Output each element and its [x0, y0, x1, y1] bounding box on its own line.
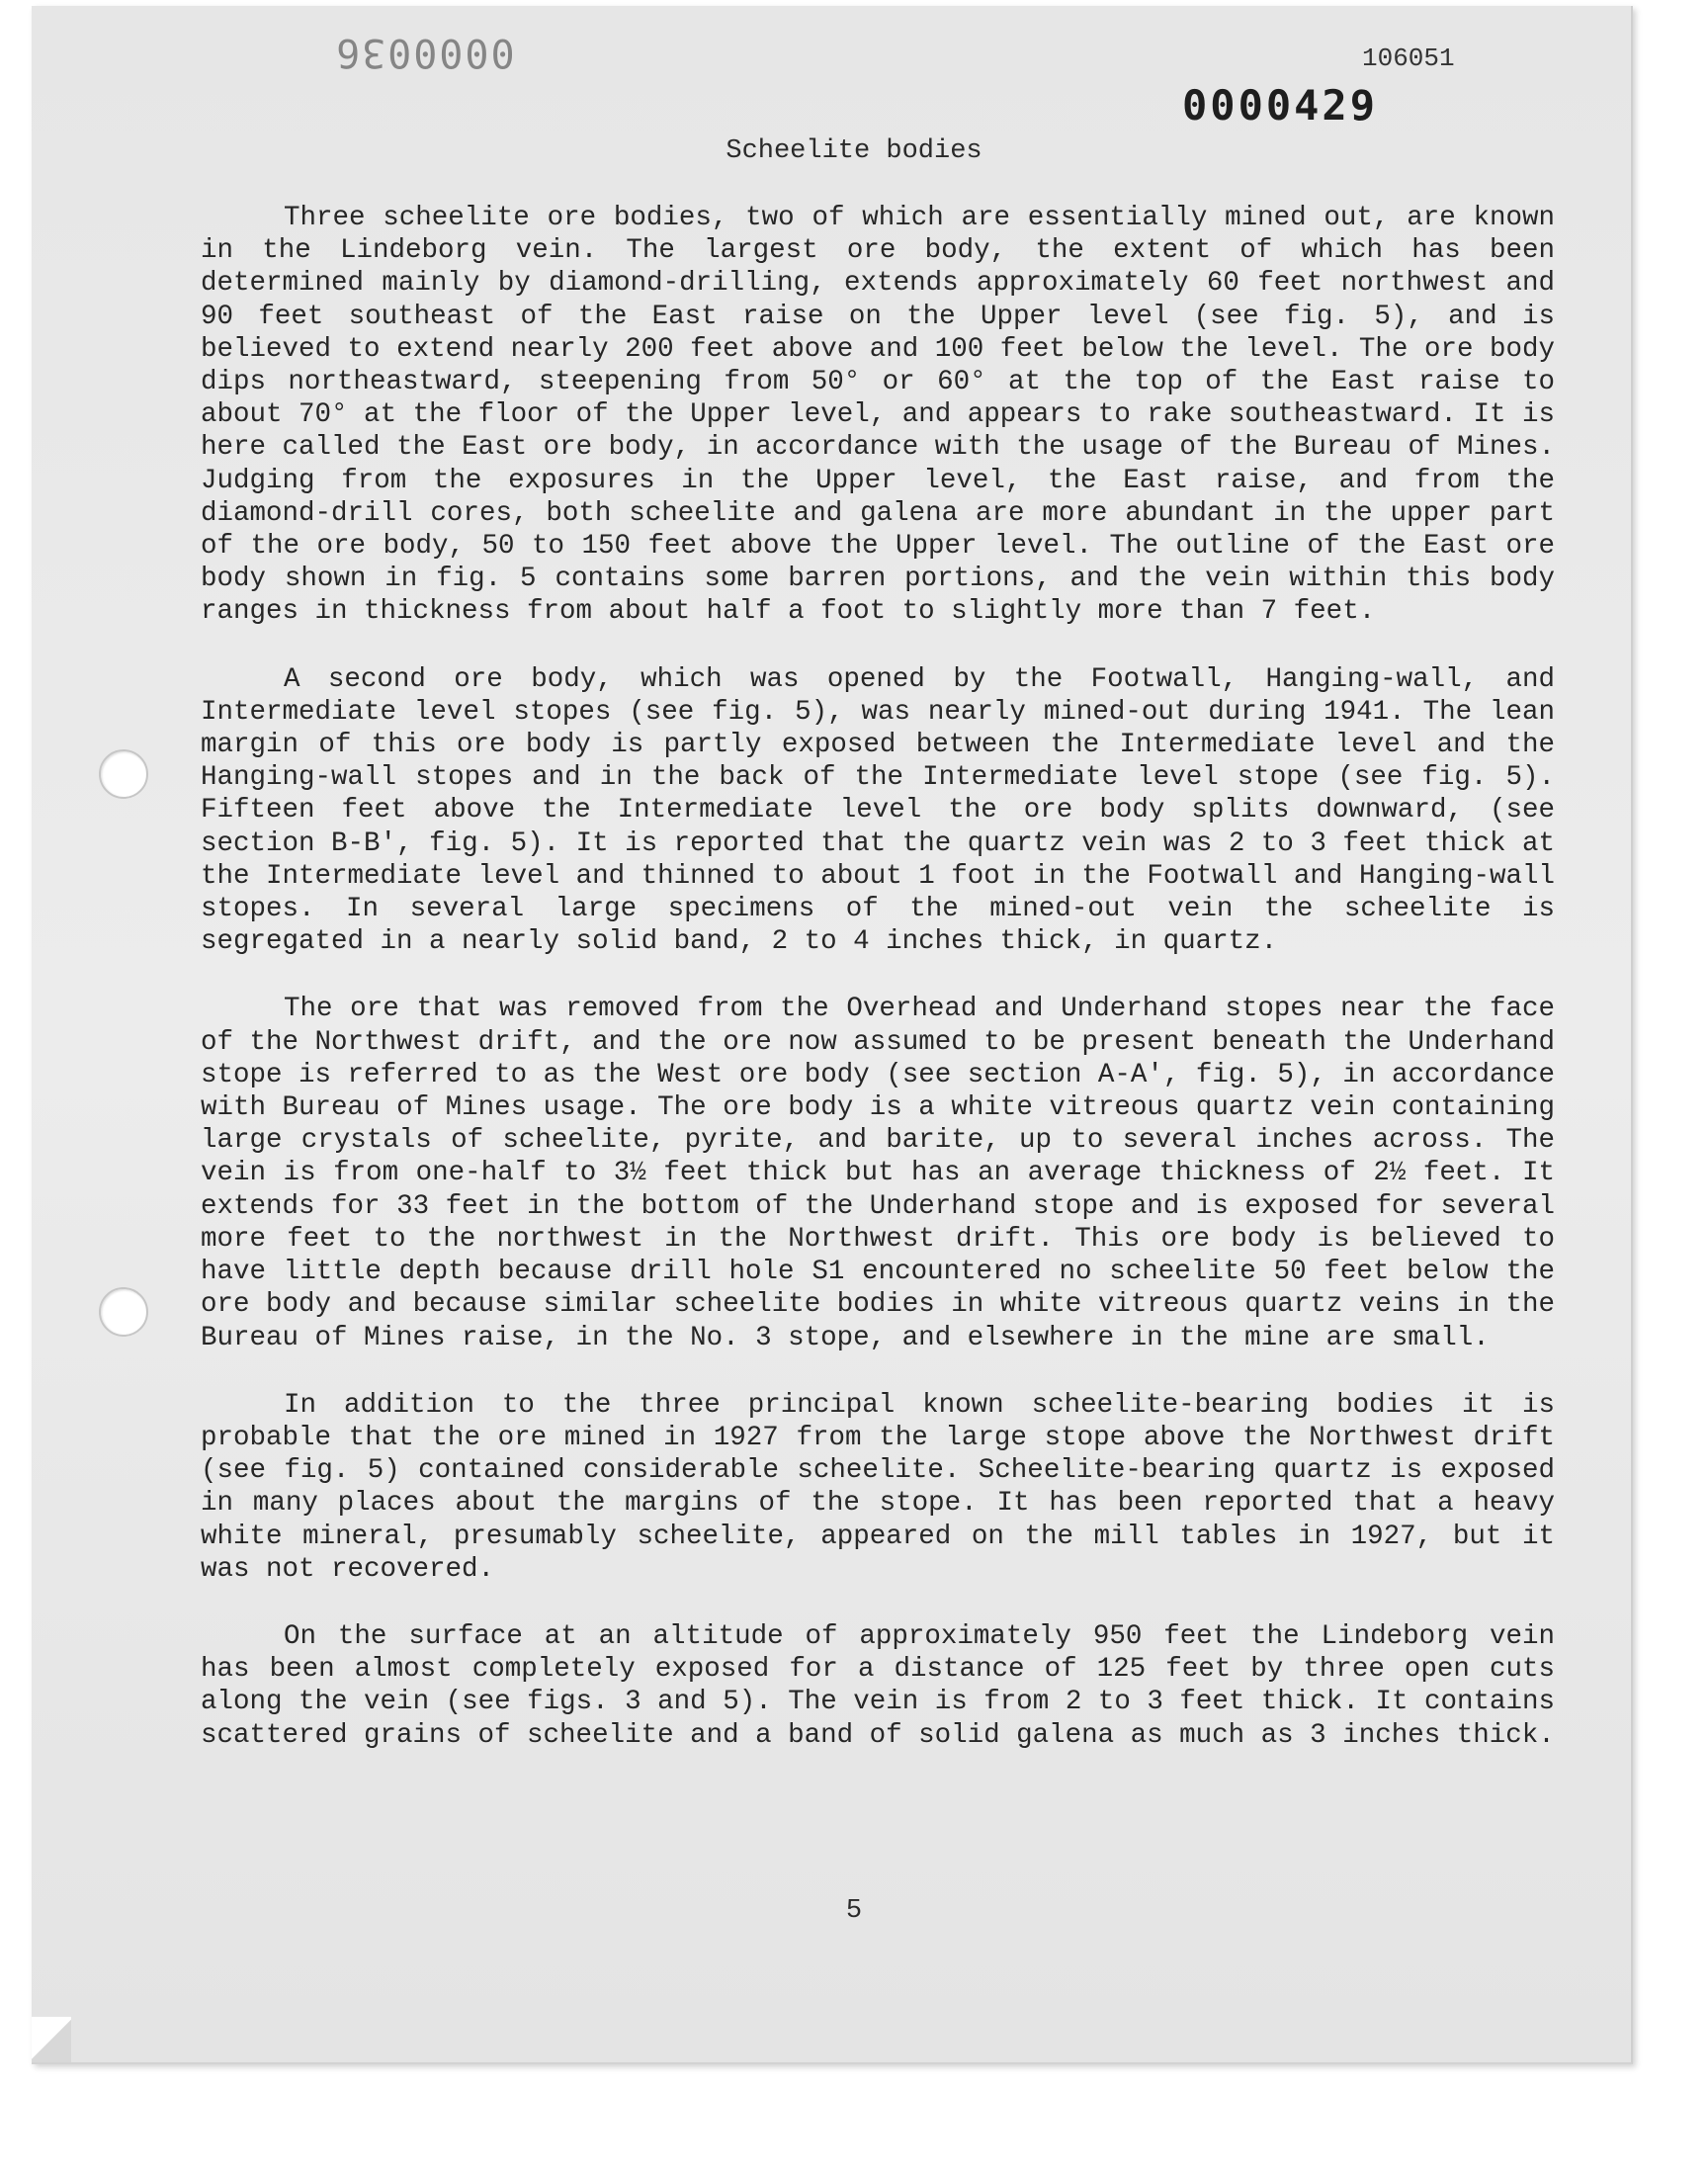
paragraph-surface-exposure: On the surface at an altitude of approximately 950 feet the Lindeborg vein has been almost completely exposed for a distance of 125 feet by three open cuts along the vein (see figs. 3 and 5). The vein is from 2 to 3 feet thick. It contains scattered grains of scheelite and a band of solid galena as much as 3 inches thick.	[201, 1620, 1555, 1751]
paragraph-1927-stope: In addition to the three principal known scheelite-bearing bodies it is probable that the ore mined in 1927 from the large stope above the Northwest drift (see fig. 5) contained considerable scheelite. Scheelite-bearing quartz is exposed in many places about the margins of the stope. It has been reported that a heavy white mineral, presumably scheelite, appeared on the mill tables in 1927, but it was not recovered.	[201, 1389, 1555, 1585]
page-number: 5	[845, 1896, 863, 1926]
body-text	[201, 202, 1555, 1786]
punch-hole-upper	[99, 749, 148, 799]
folded-corner	[32, 2017, 71, 2062]
section-title: Scheelite bodies	[726, 136, 982, 166]
faded-reverse-stamp: 0000036	[334, 30, 515, 75]
paragraph-second-ore-body: A second ore body, which was opened by the Footwall, Hanging-wall, and Intermediate level stopes (see fig. 5), was nearly mined-out during 1941. The lean margin of this ore body is partly exposed between the Intermediate level and the Hanging-wall stopes and in the back of the Intermediate level stope (see fig. 5). Fifteen feet above the Intermediate level the ore body splits downward, (see section B-B', fig. 5). It is reported that the quartz vein was 2 to 3 feet thick at the Intermediate level and thinned to about 1 foot in the Footwall and Hanging-wall stopes. In several large specimens of the mined-out vein the scheelite is segregated in a nearly solid band, 2 to 4 inches thick, in quartz.	[201, 663, 1555, 958]
paragraph-west-ore-body: The ore that was removed from the Overhead and Underhand stopes near the face of the Northwest drift, and the ore now assumed to be present beneath the Underhand stope is referred to as the West ore body (see section A-A', fig. 5), in accordance with Bureau of Mines usage. The ore body is a white vitreous quartz vein containing large crystals of scheelite, pyrite, and barite, up to several inches across. The vein is from one-half to 3½ feet thick but has an average thickness of 2½ feet. It extends for 33 feet in the bottom of the Underhand stope and is exposed for several more feet to the northwest in the Northwest drift. This ore body is believed to have little depth because drill hole S1 encountered no scheelite 50 feet below the ore body and because similar scheelite bodies in white vitreous quartz veins in the Bureau of Mines raise, in the No. 3 stope, and elsewhere in the mine are small.	[201, 994, 1555, 1353]
document-number: 106051	[1362, 44, 1455, 73]
paragraph-east-ore-body: Three scheelite ore bodies, two of which are essentially mined out, are known in the Lindeborg vein. The largest ore body, the extent of which has been determined mainly by diamond-drilling, extends approximately 60 feet northwest and 90 feet southeast of the East raise on the Upper level (see fig. 5), and is believed to extend nearly 200 feet above and 100 feet below the level. The ore body dips northeastward, steepening from 50° or 60° at the top of the East raise to about 70° at the floor of the Upper level, and appears to rake southeastward. It is here called the East ore body, in accordance with the usage of the Bureau of Mines. Judging from the exposures in the Upper level, the East raise, and from the diamond-drill cores, both scheelite and galena are more abundant in the upper part of the ore body, 50 to 150 feet above the Upper level. The outline of the East ore body shown in fig. 5 contains some barren portions, and the vein within this body ranges in thickness from about half a foot to slightly more than 7 feet.	[201, 203, 1555, 628]
page-stamp-number: 0000429	[1182, 81, 1379, 130]
punch-hole-lower	[99, 1287, 148, 1337]
